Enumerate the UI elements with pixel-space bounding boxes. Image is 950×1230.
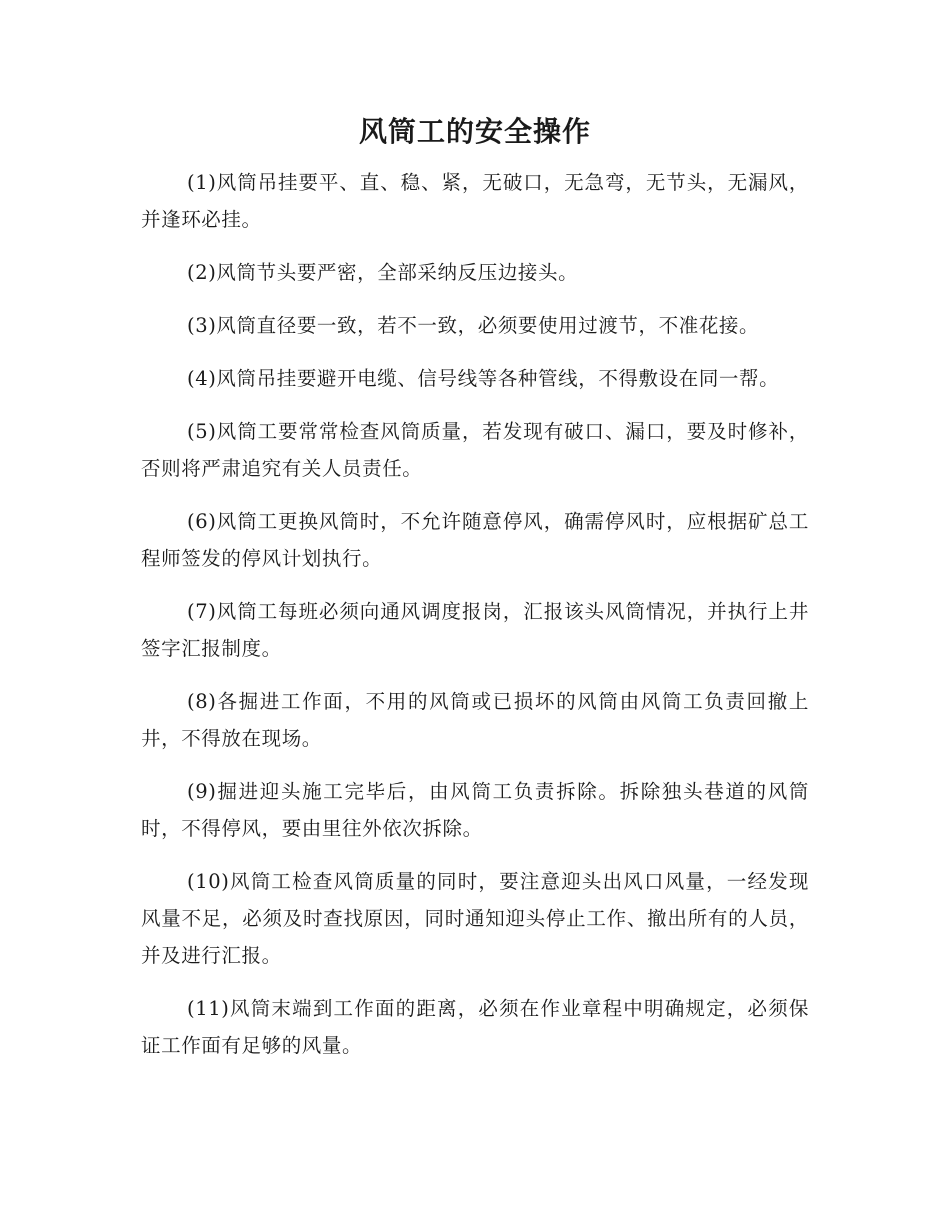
paragraph-1: (1)风筒吊挂要平、直、稳、紧，无破口，无急弯，无节头，无漏风，并逢环必挂。 — [141, 171, 809, 231]
paragraph-3: (3)风筒直径要一致，若不一致，必须要使用过渡节，不准花接。 — [187, 314, 760, 337]
paragraph-8: (8)各掘进工作面，不用的风筒或已损坏的风筒由风筒工负责回撤上井，不得放在现场。 — [141, 690, 809, 750]
paragraph-10: (10)风筒工检查风筒质量的同时，要注意迎头出风口风量，一经发现风量不足，必须及时查找原因，同时通知迎头停止工作、撤出所有的人员，并及进行汇报。 — [141, 870, 809, 967]
document-title: 风筒工的安全操作 — [358, 115, 591, 148]
paragraph-4: (4)风筒吊挂要避开电缆、信号线等各种管线，不得敷设在同一帮。 — [187, 367, 780, 390]
paragraph-5: (5)风筒工要常常检查风筒质量，若发现有破口、漏口，要及时修补，否则将严肃追究有关人员责任。 — [141, 420, 809, 480]
paragraph-9: (9)掘进迎头施工完毕后，由风筒工负责拆除。拆除独头巷道的风筒时，不得停风，要由里往外依次拆除。 — [141, 780, 809, 840]
paragraph-6: (6)风筒工更换风筒时，不允许随意停风，确需停风时，应根据矿总工程师签发的停风计划执行。 — [141, 510, 809, 570]
paragraph-11: (11)风筒末端到工作面的距离，必须在作业章程中明确规定，必须保证工作面有足够的风量。 — [141, 997, 809, 1057]
paragraph-2: (2)风筒节头要严密，全部采纳反压边接头。 — [187, 261, 579, 284]
document-body — [141, 164, 809, 1080]
paragraph-7: (7)风筒工每班必须向通风调度报岗，汇报该头风筒情况，并执行上井签字汇报制度。 — [141, 600, 809, 660]
